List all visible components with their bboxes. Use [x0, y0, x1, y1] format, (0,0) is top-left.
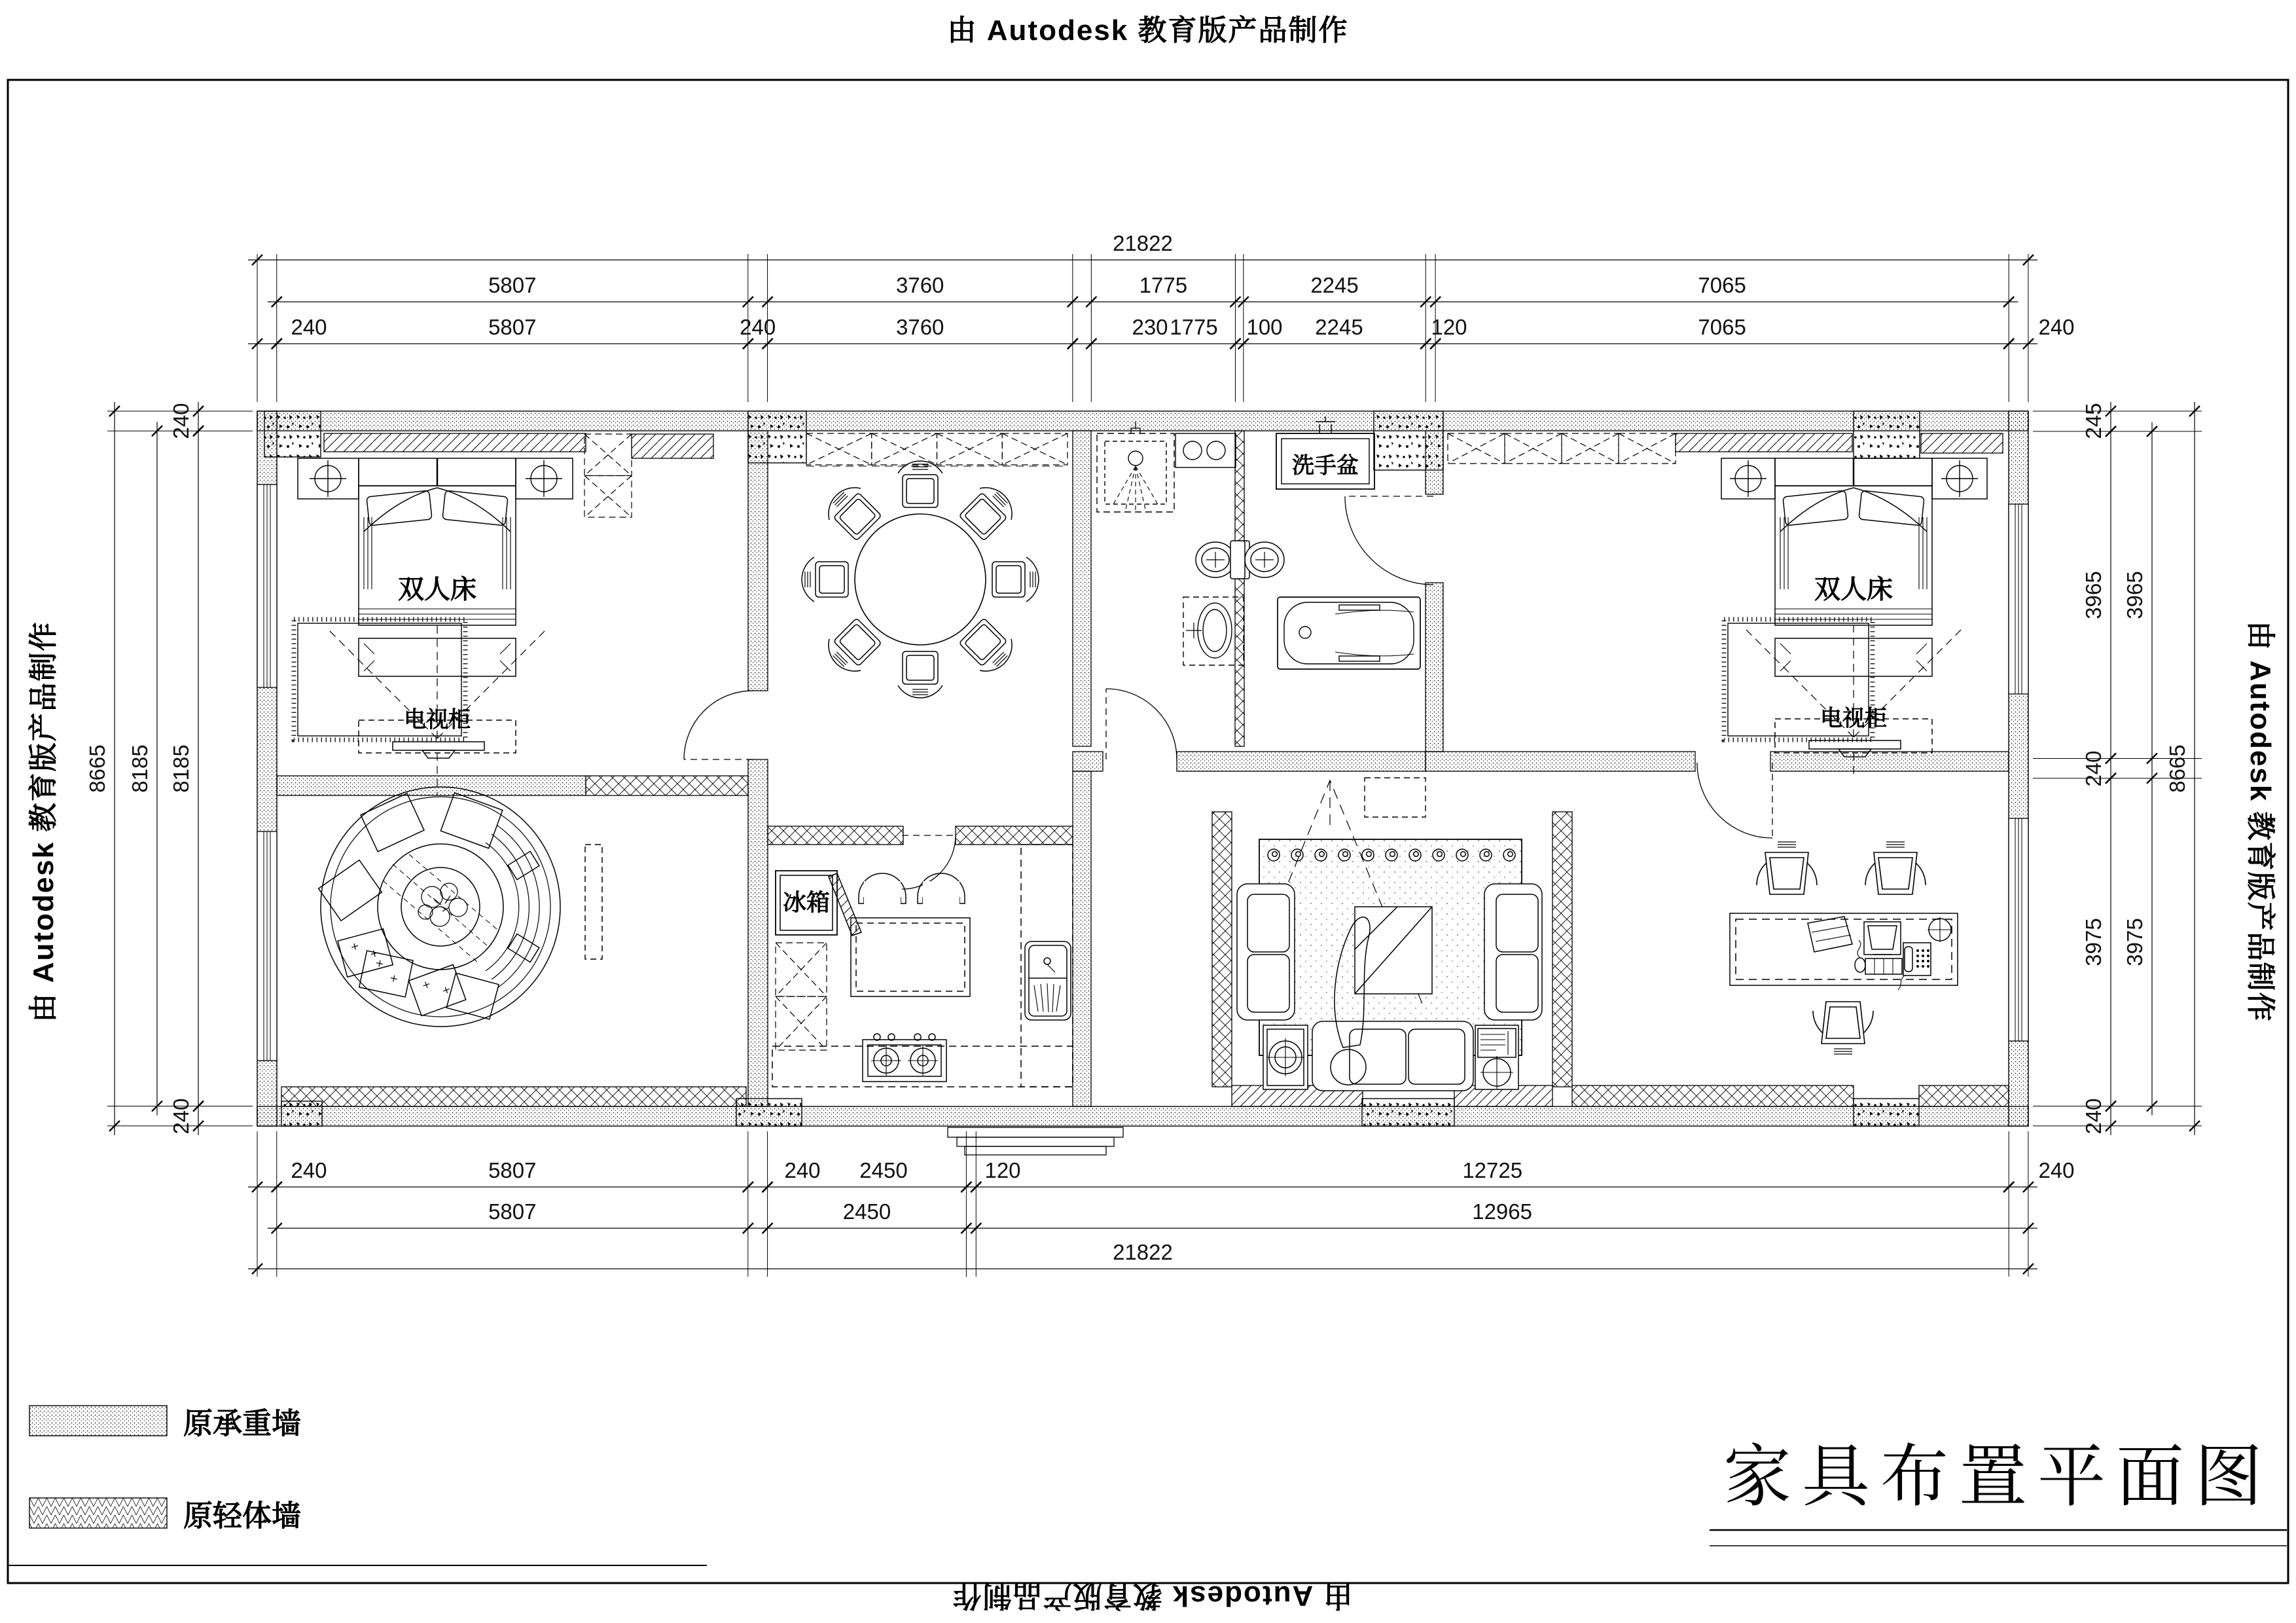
room-label-tv-cabinet-right: 电视柜 [1820, 706, 1887, 731]
study [1730, 842, 1958, 1054]
legend-swatches [29, 1406, 167, 1528]
kitchen-table [851, 918, 970, 996]
outer-walls [257, 411, 2028, 1126]
legend-swatch-load-bearing [29, 1406, 167, 1436]
dim-label: 240 [2081, 750, 2106, 787]
hall-cabinet [1365, 778, 1426, 817]
computer-monitor [1864, 922, 1901, 955]
dim-label: 3760 [895, 315, 944, 339]
entry-steps [948, 1127, 1123, 1155]
dim-label: 1775 [1139, 273, 1188, 297]
telephone [1898, 943, 1931, 990]
dim-label: 120 [984, 1158, 1021, 1182]
dining-table [855, 514, 986, 645]
round-lounge [319, 787, 602, 1027]
pedestal-sink [1183, 597, 1244, 665]
room-label-fridge: 冰箱 [782, 888, 831, 916]
interior-walls [277, 431, 2009, 1106]
dim-label: 21822 [1113, 231, 1173, 255]
dim-label: 8665 [2165, 744, 2189, 793]
dim-label: 2450 [842, 1199, 891, 1224]
side-table-left [1263, 1025, 1308, 1089]
side-table-right [1475, 1025, 1518, 1089]
dim-label: 5807 [488, 1199, 537, 1224]
dim-label: 2245 [1310, 273, 1359, 297]
plant [418, 883, 467, 926]
dim-label: 240 [2081, 1098, 2106, 1135]
edu-banner-right: 由 Autodesk 教育版产品制作 [2244, 621, 2276, 1023]
dining-room [802, 461, 1067, 698]
dim-label: 240 [169, 1098, 193, 1135]
windows [257, 484, 2028, 1061]
dim-label: 240 [784, 1158, 821, 1182]
dim-label: 240 [291, 1158, 327, 1182]
sheet-frame [8, 80, 2288, 1583]
dim-label: 5807 [488, 273, 537, 297]
edu-banner-left: 由 Autodesk 教育版产品制作 [27, 621, 60, 1023]
dim-label: 2450 [859, 1158, 908, 1182]
door-left-bedroom [684, 691, 753, 759]
door-right-bedroom [1697, 763, 1772, 838]
legend-swatch-lightweight [29, 1498, 167, 1528]
door-bath-left [1106, 689, 1177, 759]
dim-label: 7065 [1698, 273, 1746, 297]
room-label-double-bed-right: 双人床 [1814, 575, 1893, 604]
dim-label: 3965 [2123, 570, 2147, 619]
sink [1025, 941, 1071, 1020]
dim-label: 5807 [488, 1158, 537, 1182]
dim-label: 21822 [1113, 1240, 1173, 1264]
dim-label: 3975 [2081, 918, 2106, 966]
dim-label: 100 [1246, 315, 1283, 339]
dim-label: 3760 [895, 273, 944, 297]
dim-label: 3965 [2081, 570, 2106, 619]
room-label-tv-cabinet-left: 电视柜 [404, 707, 471, 733]
desk-clock [1928, 917, 1952, 942]
room-label-wash-basin: 洗手盆 [1292, 453, 1359, 479]
dim-label: 12725 [1462, 1158, 1523, 1182]
dim-label: 240 [740, 315, 776, 339]
dim-label: 1775 [1170, 315, 1218, 339]
dim-label: 5807 [488, 315, 537, 339]
dim-label: 240 [291, 315, 327, 339]
dim-label: 8185 [128, 744, 152, 793]
dim-label: 240 [2038, 1158, 2075, 1182]
left-bedroom [294, 458, 573, 795]
door-kitchen [902, 835, 956, 889]
desk [1730, 913, 1958, 985]
edu-banner-bottom: 由 Autodesk 教育版产品制作 [951, 1580, 1353, 1612]
dim-label: 230 [1132, 315, 1168, 339]
drawing-title: 家具布置平面图 [1723, 1436, 2274, 1516]
dim-label: 3975 [2123, 918, 2147, 966]
dim-label: 240 [169, 403, 193, 439]
door-bath-right [1345, 496, 1433, 585]
edu-banner-top: 由 Autodesk 教育版产品制作 [947, 14, 1349, 46]
dim-label: 8185 [169, 744, 193, 793]
desk-lamp [1808, 917, 1852, 952]
dim-label: 12965 [1472, 1199, 1532, 1224]
room-label-double-bed-left: 双人床 [398, 575, 476, 604]
legend-label-load-bearing: 原承重墙 [183, 1406, 302, 1440]
dim-label: 7065 [1698, 315, 1746, 339]
sofa-left [1237, 884, 1295, 1020]
dim-label: 2245 [1315, 315, 1363, 339]
dim-label: 120 [1431, 315, 1467, 339]
stove [863, 1034, 946, 1082]
legend-label-lightweight: 原轻体墙 [183, 1499, 302, 1533]
bath-counter [1175, 433, 1236, 467]
shower [1097, 422, 1174, 512]
dim-label: 245 [2081, 403, 2106, 439]
dim-label: 240 [2038, 315, 2075, 339]
sofa-right [1484, 884, 1542, 1020]
dim-label: 8665 [85, 744, 109, 793]
living-room [1237, 839, 1542, 1091]
toilet-right [1230, 541, 1284, 579]
bathtub [1278, 597, 1420, 669]
